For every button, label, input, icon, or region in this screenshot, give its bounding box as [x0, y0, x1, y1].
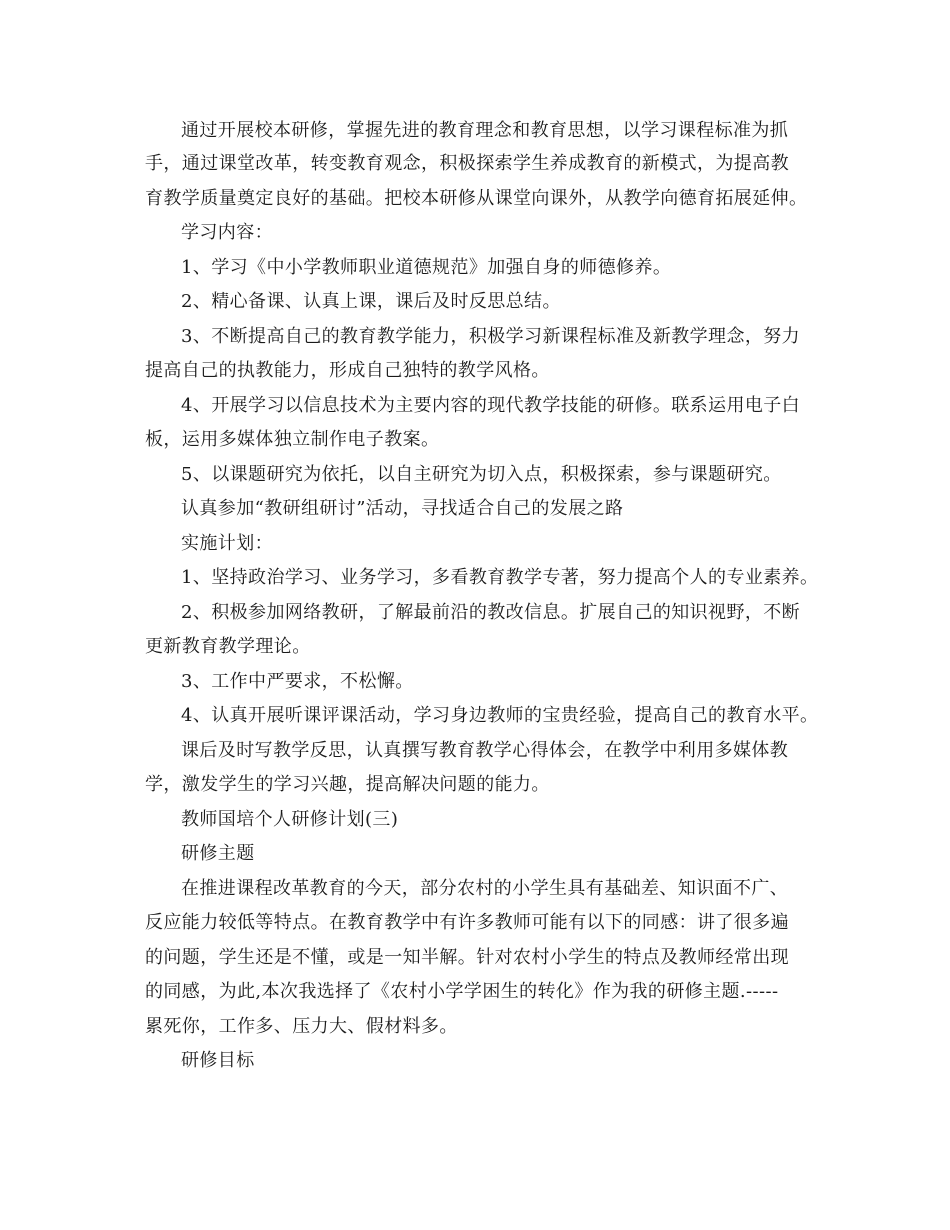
section-heading: 研修主题 [181, 843, 255, 864]
section-heading: 研修目标 [181, 1050, 255, 1071]
paragraph-line: 学，激发学生的学习兴趣，提高解决问题的能力。 [145, 774, 550, 795]
paragraph-line: 的问题，学生还是不懂，或是一知半解。针对农村小学生的特点及教师经常出现 [145, 947, 789, 968]
paragraph-line: 累死你，工作多、压力大、假材料多。 [145, 1016, 458, 1037]
list-item: 2、精心备课、认真上课，课后及时反思总结。 [181, 291, 561, 312]
list-item: 2、积极参加网络教研，了解最前沿的教改信息。扩展自己的知识视野，不断 [181, 602, 801, 623]
paragraph-line: 提高自己的执教能力，形成自己独特的教学风格。 [145, 360, 550, 381]
paragraph-line: 在推进课程改革教育的今天，部分农村的小学生具有基础差、知识面不广、 [181, 878, 789, 899]
list-item: 4、认真开展听课评课活动，学习身边教师的宝贵经验，提高自己的教育水平。 [181, 705, 819, 726]
list-item: 5、以课题研究为依托，以自主研究为切入点，积极探索，参与课题研究。 [181, 464, 782, 485]
paragraph-line: 更新教育教学理论。 [145, 636, 311, 657]
list-item: 1、坚持政治学习、业务学习，多看教育教学专著，努力提高个人的专业素养。 [181, 567, 819, 588]
list-item: 3、工作中严要求，不松懈。 [181, 671, 414, 692]
list-item: 3、不断提高自己的教育教学能力，积极学习新课程标准及新教学理念，努力 [181, 326, 801, 347]
paragraph-line: 手，通过课堂改革，转变教育观念，积极探索学生养成教育的新模式，为提高教 [145, 153, 789, 174]
paragraph-line: 反应能力较低等特点。在教育教学中有许多教师可能有以下的同感：讲了很多遍 [145, 912, 789, 933]
paragraph-line: 课后及时写教学反思，认真撰写教育教学心得体会，在教学中利用多媒体教 [181, 740, 789, 761]
paragraph-line: 育教学质量奠定良好的基础。把校本研修从课堂向课外，从教学向德育拓展延伸。 [145, 188, 808, 209]
paragraph-line: 的同感，为此,本次我选择了《农村小学学困生的转化》作为我的研修主题.----- [145, 981, 779, 1002]
paragraph-line: 认真参加“教研组研讨”活动，寻找适合自己的发展之路 [181, 498, 624, 519]
section-heading: 实施计划： [181, 533, 273, 554]
paragraph-line: 通过开展校本研修，掌握先进的教育理念和教育思想，以学习课程标准为抓 [181, 120, 789, 141]
section-title: 教师国培个人研修计划(三) [181, 809, 399, 830]
list-item: 4、开展学习以信息技术为主要内容的现代教学技能的研修。联系运用电子白 [181, 395, 801, 416]
section-heading: 学习内容： [181, 222, 273, 243]
list-item: 1、学习《中小学教师职业道德规范》加强自身的师德修养。 [181, 257, 672, 278]
paragraph-line: 板，运用多媒体独立制作电子教案。 [145, 429, 440, 450]
